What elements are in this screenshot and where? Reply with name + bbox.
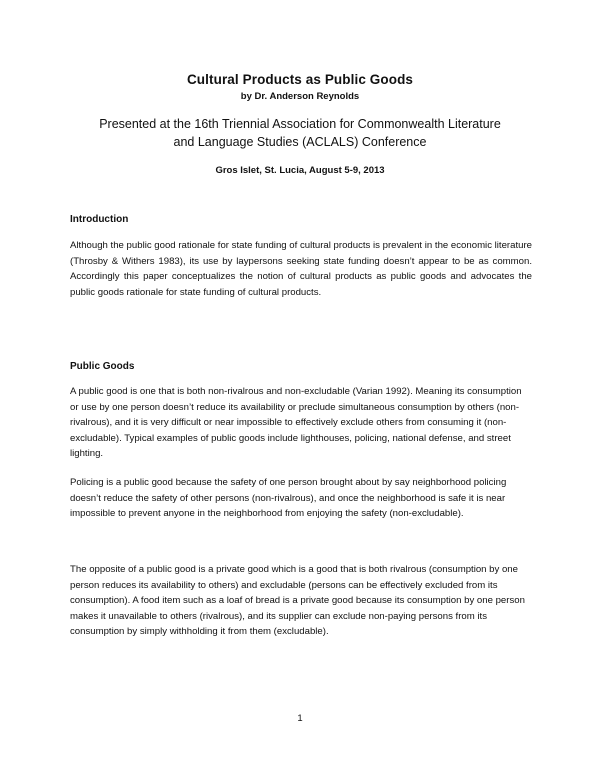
page-number: 1	[297, 713, 303, 724]
section-heading-public-goods: Public Goods	[70, 361, 135, 372]
intro-paragraph: Although the public good rationale for state funding of cultural products is prevalent in the economic literature (Throsby & Withers 1983), its use by laypersons seeking state funding doesn’t appear to be as common. Accordingly this paper conceptualizes the notion of cultural products as public goods and advocates the public goods rationale for state funding of cultural products.	[70, 240, 532, 298]
public-goods-paragraph-2: Policing is a public good because the safety of one person brought about by say neighborhood policing doesn’t reduce the safety of other persons (non-rivalrous), and once the neighborhood is safe it is near impossible to prevent anyone in the neighborhood from enjoying the safety (non-excludable).	[70, 477, 507, 520]
location-date-line: Gros Islet, St. Lucia, August 5-9, 2013	[215, 165, 385, 176]
paper-title: Cultural Products as Public Goods	[186, 72, 414, 87]
section-heading-introduction: Introduction	[70, 214, 129, 225]
author-line: by Dr. Anderson Reynolds	[240, 91, 360, 102]
public-goods-paragraph-3: The opposite of a public good is a private good which is a good that is both rivalrous (consumption by one person reduces its availability to others) and excludable (persons can be effectively excluded from its consumption). A food item such as a loaf of bread is a private good because its consumption by one person makes it unavailable to others (rivalrous), and its supplier can exclude non-paying persons from its consumption by simply withholding it from them (excludable).	[70, 564, 525, 638]
public-goods-paragraph-1: A public good is one that is both non-rivalrous and non-excludable (Varian 1992). Meaning its consumption or use by one person doesn’t reduce its availability or preclude simultaneous consumption by others (non-rivalrous), and it is very difficult or near impossible to effectively exclude others from consuming it (non-excludable). Typical examples of public goods include lighthouses, policing, national defense, and street lighting.	[70, 386, 522, 460]
conference-line: Presented at the 16th Triennial Association for Commonwealth Literature and Language Studies (ACLALS) Conference	[99, 117, 501, 149]
